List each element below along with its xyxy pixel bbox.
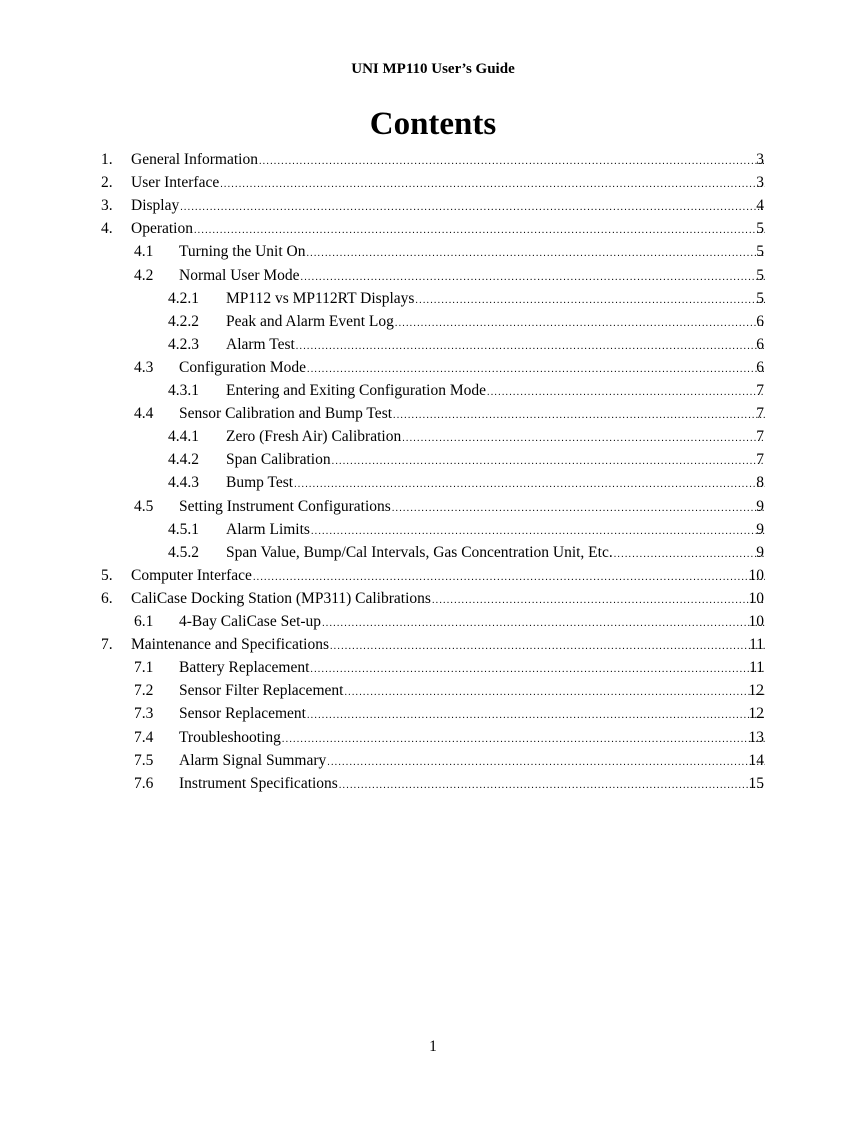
contents-heading: Contents [369,106,497,142]
toc-entry[interactable] [0,656,866,679]
dot-leader [332,450,765,473]
toc-entry-number: 1. [101,151,113,168]
toc-entry-title[interactable]: Configuration Mode [179,358,306,376]
toc-entry[interactable] [0,148,866,171]
dot-leader [306,242,765,265]
toc-entry-number: 3. [101,197,113,215]
toc-entry[interactable] [0,425,866,448]
toc-entry-number: 4.1 [134,243,154,261]
toc-entry-title[interactable]: CaliCase Docking Station (MP311) Calibrations [131,589,431,607]
toc-entry-number: 4.4.3 [168,474,199,492]
toc-entry-page: 9 [756,543,764,561]
toc-entry-page: 11 [749,636,764,654]
toc-entry-title[interactable]: Troubleshooting [179,728,281,746]
page-number: 1 [429,1038,437,1055]
toc-entry-number: 4.2.1 [168,289,199,307]
toc-entry-title[interactable]: Normal User Mode [179,266,300,284]
toc-entry-number: 6.1 [134,613,154,630]
toc-entry-page: 7 [756,405,764,423]
toc-entry-title[interactable]: Operation [131,220,193,238]
toc-entry-number: 4.5.2 [168,543,199,561]
toc-entry-number: 7.6 [134,774,154,792]
toc-entry[interactable] [0,287,866,310]
toc-entry-page: 10 [748,613,764,630]
toc-entry-number: 4.5 [134,497,154,515]
toc-entry-page: 3 [756,151,764,168]
dot-leader [327,751,765,774]
toc-entry-page: 9 [756,520,764,538]
toc-entry-page: 7 [756,428,764,446]
dot-leader [282,728,765,751]
toc-entry-title[interactable]: Bump Test [226,474,294,492]
toc-entry-number: 4.4.2 [168,451,199,469]
dot-leader [194,219,765,242]
toc-entry[interactable] [0,171,866,194]
toc-entry-page: 15 [748,774,764,792]
toc-entry[interactable] [0,448,866,471]
toc-entry-number: 7.4 [134,728,154,746]
toc-entry-title[interactable]: Span Calibration [226,451,331,469]
toc-entry-number: 5. [101,566,113,584]
toc-entry[interactable] [0,518,866,541]
toc-entry-number: 2. [101,174,113,192]
dot-leader [301,266,765,289]
dot-leader [296,335,765,358]
toc-entry[interactable] [0,240,866,263]
toc-entry-title[interactable]: Alarm Signal Summary [179,751,327,769]
dot-leader [393,404,765,427]
dot-leader [220,173,765,196]
dot-leader [294,473,765,496]
toc-entry-page: 10 [748,589,764,607]
document-header: UNI MP110 User’s Guide [351,61,515,77]
dot-leader [402,427,765,450]
toc-entry[interactable] [0,402,866,425]
toc-entry-page: 5 [756,243,764,261]
toc-entry-number: 4.2.2 [168,312,199,330]
toc-entry-title[interactable]: Sensor Filter Replacement [179,682,344,700]
toc-entry[interactable] [0,726,866,749]
toc-entry[interactable] [0,194,866,217]
toc-entry[interactable] [0,702,866,725]
toc-entry-title[interactable]: Sensor Calibration and Bump Test [179,405,393,423]
toc-entry[interactable] [0,379,866,402]
dot-leader [432,589,765,612]
toc-entry-title[interactable]: Maintenance and Specifications [131,636,329,654]
toc-entry-page: 12 [748,705,764,723]
toc-entry-number: 7.2 [134,682,154,700]
dot-leader [322,612,765,635]
toc-entry-number: 7.1 [134,659,154,677]
toc-entry[interactable] [0,471,866,494]
toc-entry[interactable] [0,333,866,356]
toc-entry-page: 12 [748,682,764,700]
toc-entry[interactable] [0,772,866,795]
toc-entry[interactable] [0,679,866,702]
toc-entry-title[interactable]: Battery Replacement [179,659,310,677]
toc-entry[interactable] [0,495,866,518]
toc-entry-title[interactable]: 4-Bay CaliCase Set-up [179,613,322,630]
dot-leader [310,658,765,681]
toc-entry-title[interactable]: MP112 vs MP112RT Displays [226,289,415,307]
toc-entry-page: 3 [756,174,764,192]
dot-leader [307,704,765,727]
toc-entry-title[interactable]: Instrument Specifications [179,774,338,792]
toc-entry-number: 6. [101,589,113,607]
dot-leader [415,289,765,312]
toc-entry-title[interactable]: Sensor Replacement [179,705,306,723]
toc-entry-title[interactable]: Entering and Exiting Configuration Mode [226,382,487,399]
toc-entry-page: 5 [756,220,764,238]
toc-entry[interactable] [0,587,866,610]
dot-leader [259,150,765,173]
dot-leader [330,635,765,658]
toc-entry[interactable] [0,356,866,379]
dot-leader [253,566,765,589]
toc-entry-number: 4.3.1 [168,382,199,399]
dot-leader [307,358,765,381]
toc-entry-page: 11 [749,659,764,677]
toc-entry-number: 7.3 [134,705,154,723]
toc-entry-number: 7.5 [134,751,154,769]
toc-entry-number: 4.5.1 [168,520,199,538]
toc-entry-page: 6 [756,312,764,330]
toc-entry-title[interactable]: User Interface [131,174,220,192]
dot-leader [487,381,765,404]
dot-leader [180,196,765,219]
dot-leader [395,312,765,335]
toc-entry-page: 8 [756,474,764,492]
dot-leader [614,543,765,566]
toc-entry-number: 7. [101,636,113,654]
toc-entry-title[interactable]: Turning the Unit On [179,243,306,261]
toc-entry-title[interactable]: Alarm Test [226,335,295,353]
toc-entry-title[interactable]: General Information [131,151,258,168]
toc-entry[interactable] [0,749,866,772]
toc-entry-title[interactable]: Computer Interface [131,566,252,584]
toc-entry-page: 6 [756,358,764,376]
toc-entry[interactable] [0,564,866,587]
toc-entry-page: 13 [748,728,764,746]
toc-entry-title[interactable]: Peak and Alarm Event Log [226,312,394,330]
toc-entry-page: 7 [756,382,764,399]
toc-entry-title[interactable]: Zero (Fresh Air) Calibration [226,428,402,446]
toc-entry-title[interactable]: Setting Instrument Configurations [179,497,391,515]
toc-entry-page: 14 [748,751,764,769]
dot-leader [339,774,765,797]
toc-entry-page: 6 [756,335,764,353]
toc-entry-page: 5 [756,289,764,307]
toc-entry-number: 4.4.1 [168,428,199,446]
toc-entry-number: 4.4 [134,405,154,423]
toc-entry[interactable] [0,541,866,564]
toc-entry[interactable] [0,310,866,333]
toc-entry-number: 4.2 [134,266,154,284]
toc-entry-page: 7 [756,451,764,469]
toc-entry-title[interactable]: Span Value, Bump/Cal Intervals, Gas Concentration Unit, Etc. [226,543,613,561]
toc-entry-page: 10 [748,566,764,584]
toc-entry[interactable] [0,633,866,656]
dot-leader [344,681,765,704]
toc-entry[interactable] [0,217,866,240]
toc-entry-number: 4. [101,220,113,238]
toc-entry-title[interactable]: Alarm Limits [226,520,310,538]
toc-entry-number: 4.2.3 [168,335,199,353]
toc-entry-title[interactable]: Display [131,197,180,215]
toc-entry-page: 4 [756,197,764,215]
toc-entry[interactable] [0,264,866,287]
dot-leader [311,520,765,543]
dot-leader [392,497,765,520]
toc-entry-page: 9 [756,497,764,515]
toc-entry[interactable] [0,610,866,633]
toc-entry-number: 4.3 [134,358,154,376]
toc-entry-page: 5 [756,266,764,284]
